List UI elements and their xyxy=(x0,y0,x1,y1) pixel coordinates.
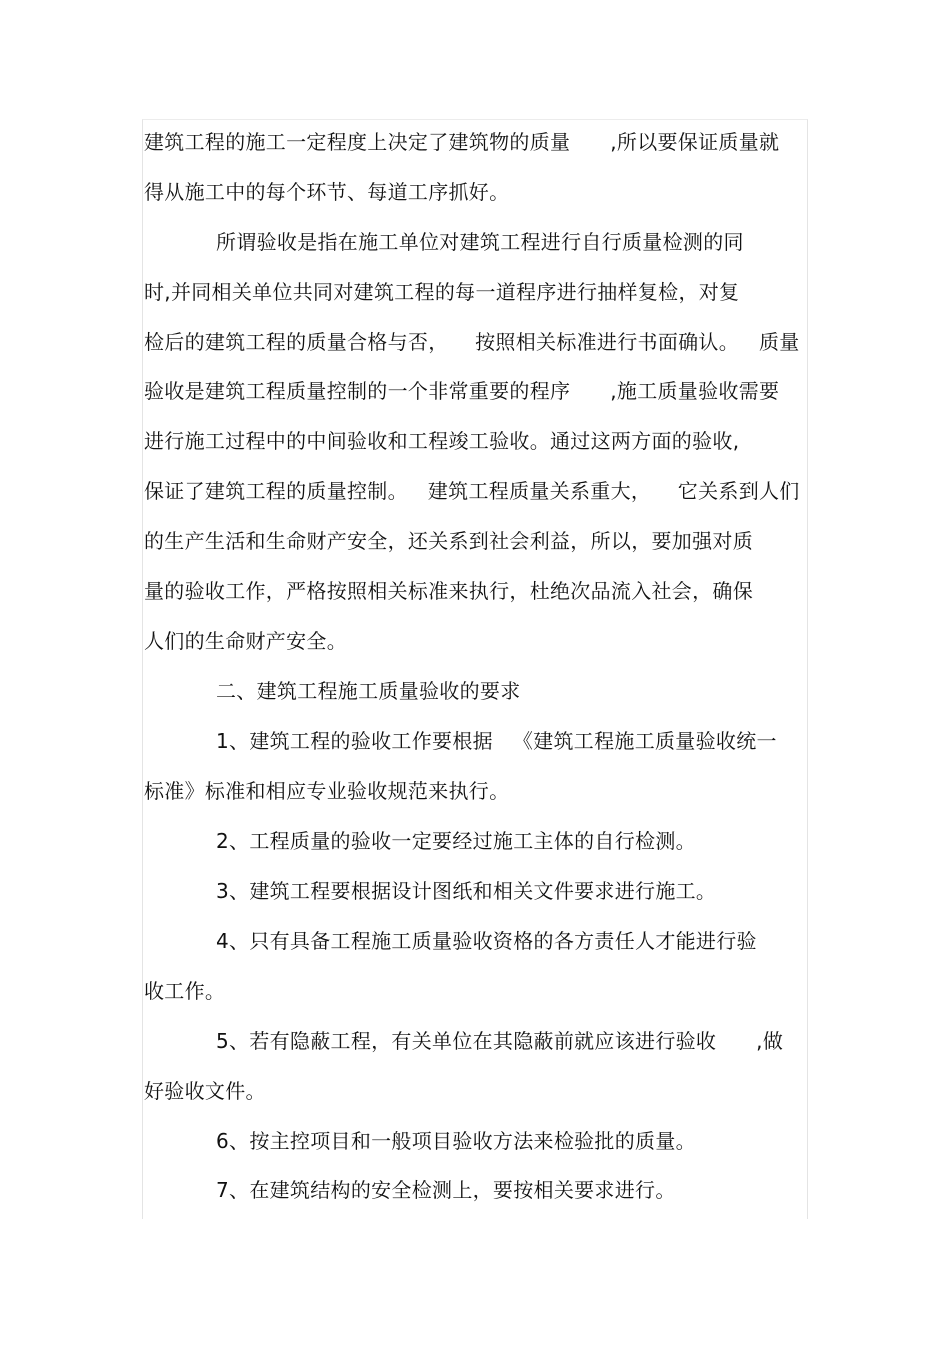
list-item-1: 1、建筑工程的验收工作要根据 《建筑工程施工质量验收统一 xyxy=(216,729,777,753)
text-line: 的生产生活和生命财产安全，还关系到社会利益，所以，要加强对质 xyxy=(144,529,753,553)
list-item-4: 4、只有具备工程施工质量验收资格的各方责任人才能进行验 xyxy=(216,929,757,953)
list-item-7: 7、在建筑结构的安全检测上，要按相关要求进行。 xyxy=(216,1178,676,1202)
list-item-5: 5、若有隐蔽工程，有关单位在其隐蔽前就应该进行验收 ,做 xyxy=(216,1029,784,1053)
text-line: 建筑工程的施工一定程度上决定了建筑物的质量 ,所以要保证质量就 xyxy=(144,130,780,154)
text-line: 得从施工中的每个环节、每道工序抓好。 xyxy=(144,180,510,204)
text-line: 保证了建筑工程的质量控制。 建筑工程质量关系重大， 它关系到人们 xyxy=(144,479,800,503)
text-line: 进行施工过程中的中间验收和工程竣工验收。通过这两方面的验收, xyxy=(144,429,740,453)
text-line: 人们的生命财产安全。 xyxy=(144,629,347,653)
text-line: 检后的建筑工程的质量合格与否， 按照相关标准进行书面确认。 质量 xyxy=(144,330,800,354)
text-line: 验收是建筑工程质量控制的一个非常重要的程序 ,施工质量验收需要 xyxy=(144,379,780,403)
list-item-2: 2、工程质量的验收一定要经过施工主体的自行检测。 xyxy=(216,829,696,853)
text-line: 时,并同相关单位共同对建筑工程的每一道程序进行抽样复检，对复 xyxy=(144,280,740,304)
list-item-3: 3、建筑工程要根据设计图纸和相关文件要求进行施工。 xyxy=(216,879,717,903)
text-line: 好验收文件。 xyxy=(144,1079,266,1103)
text-line: 量的验收工作，严格按照相关标准来执行，杜绝次品流入社会，确保 xyxy=(144,579,753,603)
list-item-6: 6、按主控项目和一般项目验收方法来检验批的质量。 xyxy=(216,1129,696,1153)
section-heading: 二、建筑工程施工质量验收的要求 xyxy=(216,679,521,703)
paragraph-start-line: 所谓验收是指在施工单位对建筑工程进行自行质量检测的同 xyxy=(216,230,744,254)
text-line: 标准》标准和相应专业验收规范来执行。 xyxy=(144,779,510,803)
text-line: 收工作。 xyxy=(144,979,226,1003)
